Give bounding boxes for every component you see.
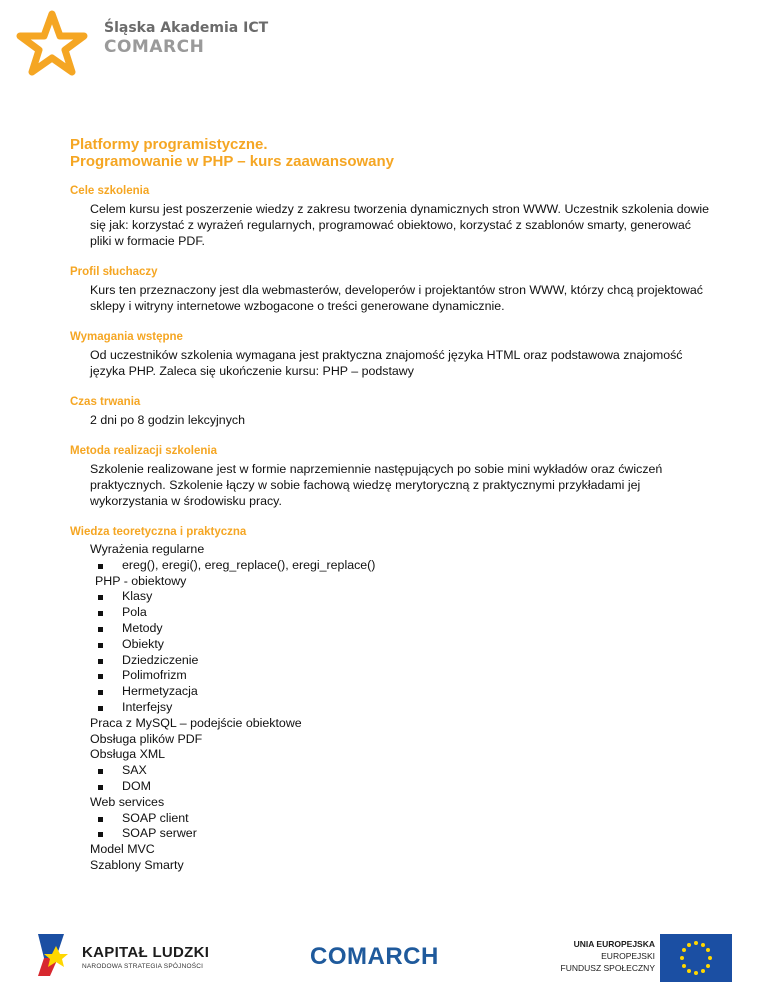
section-title: Cele szkolenia (70, 185, 150, 197)
list-item: Praca z MySQL – podejście obiektowe (90, 715, 302, 730)
list-item: SOAP serwer (122, 826, 710, 842)
eu-line-1: UNIA EUROPEJSKA (573, 939, 655, 949)
eu-flag-icon (660, 934, 732, 982)
section-body: 2 dni po 8 godzin lekcyjnych (90, 413, 245, 427)
section-profil (70, 265, 710, 314)
comarch-footer-logo: COMARCH (310, 943, 439, 970)
list-item: Model MVC (90, 842, 155, 857)
list-item: Wyrażenia regularne (90, 542, 205, 556)
content (70, 184, 710, 890)
section-title: Wiedza teoretyczna i praktyczna (70, 526, 247, 538)
list-item: SOAP client (122, 811, 710, 827)
section-title: Czas trwania (70, 396, 141, 408)
list-item: Polimofrizm (122, 668, 710, 684)
section-metoda (70, 444, 710, 509)
eu-line-3: FUNDUSZ SPOŁECZNY (560, 963, 655, 973)
title-line-2: Programowanie w PHP – kurs zaawansowany (70, 153, 395, 170)
section-cele (70, 184, 710, 249)
section-wiedza (70, 525, 710, 874)
list-item: DOM (122, 779, 710, 795)
list-item: Obiekty (122, 637, 710, 653)
header-academy-name: Śląska Akademia ICT (104, 20, 269, 36)
comarch-star-logo (16, 10, 88, 78)
list-item: Klasy (122, 589, 710, 605)
section-body: Kurs ten przeznaczony jest dla webmasterów, developerów i projektantów stron WWW, którzy chcą projektować sklepy i witryny internetowe wzbogacone o treści generowane dynamicznie. (90, 283, 703, 313)
list-item: Hermetyzacja (122, 684, 710, 700)
list-item: PHP - obiektowy (95, 573, 187, 588)
section-title: Wymagania wstępne (70, 331, 183, 343)
header-company-name: COMARCH (104, 37, 205, 57)
kapital-ludzki-title: KAPITAŁ LUDZKI (82, 944, 210, 961)
list-item: Interfejsy (122, 700, 710, 716)
page-title (70, 136, 394, 170)
list-item: Obsługa plików PDF (90, 731, 203, 746)
section-body: Szkolenie realizowane jest w formie naprzemiennie następujących po sobie mini wykładów oraz ćwiczeń praktycznych. Szkolenie łączy w sobie fachową wiedzę merytoryczną z praktycznymi przykładami jej wykorzystania w środowisku pracy. (90, 462, 663, 508)
section-title: Metoda realizacji szkolenia (70, 445, 218, 457)
header-brand (104, 20, 268, 58)
list-item: Web services (90, 794, 165, 809)
section-body: Celem kursu jest poszerzenie wiedzy z zakresu tworzenia dynamicznych stron WWW. Uczestnik szkolenia dowie się jak: korzystać z wyrażeń regularnych, programować obiektowo, korzystać z szablonów smarty, generować pliki w formacie PDF. (90, 202, 710, 248)
kapital-ludzki-logo (34, 932, 78, 978)
list-item: Szablony Smarty (90, 857, 184, 872)
list-item: Dziedziczenie (122, 653, 710, 669)
list-item: Metody (122, 621, 710, 637)
section-title: Profil słuchaczy (70, 266, 158, 278)
list-item: Obsługa XML (90, 747, 166, 762)
list-item: SAX (122, 763, 710, 779)
list-item: ereg(), eregi(), ereg_replace(), eregi_replace() (122, 558, 710, 574)
title-line-1: Platformy programistyczne. (70, 136, 268, 153)
eu-line-2: EUROPEJSKI (601, 951, 655, 961)
section-czas (70, 395, 710, 428)
section-wymagania (70, 330, 710, 379)
section-body: Od uczestników szkolenia wymagana jest praktyczna znajomość języka HTML oraz podstawowa znajomość języka PHP. Zaleca się ukończenie kursu: PHP – podstawy (90, 348, 683, 378)
kapital-ludzki-subtitle: NARODOWA STRATEGIA SPÓJNOŚCI (82, 963, 204, 970)
eu-fund-label (553, 938, 655, 974)
topic-list (90, 542, 710, 874)
list-item: Pola (122, 605, 710, 621)
